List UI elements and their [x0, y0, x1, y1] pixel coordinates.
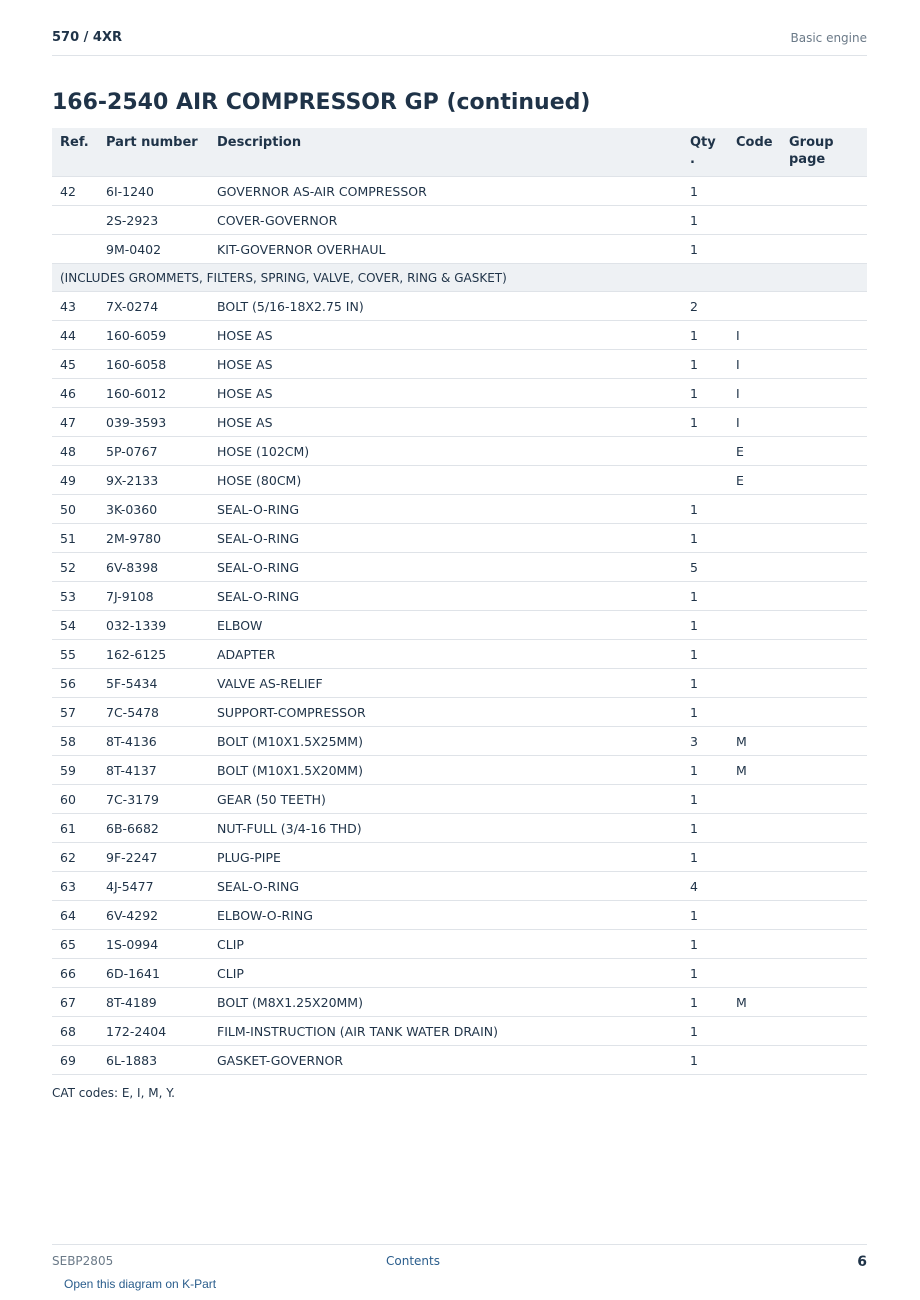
- group-page-cell: [781, 524, 867, 553]
- code-cell: [728, 814, 781, 843]
- page-title: [52, 90, 590, 115]
- code-cell: I: [728, 350, 781, 379]
- group-page-cell: [781, 698, 867, 727]
- qty-cell: 1: [682, 321, 728, 350]
- code-cell: [728, 669, 781, 698]
- part-number-cell: 6V-8398: [98, 553, 209, 582]
- code-cell: M: [728, 988, 781, 1017]
- table-row: [52, 843, 867, 872]
- part-number-cell: 3K-0360: [98, 495, 209, 524]
- table-row: [52, 669, 867, 698]
- description-cell: VALVE AS-RELIEF: [209, 669, 682, 698]
- table-row: [52, 321, 867, 350]
- qty-cell: 1: [682, 698, 728, 727]
- code-cell: E: [728, 466, 781, 495]
- description-cell: NUT-FULL (3/4-16 THD): [209, 814, 682, 843]
- qty-cell: 1: [682, 350, 728, 379]
- parts-table-body: [52, 177, 867, 1075]
- table-row: [52, 235, 867, 264]
- ref-cell: 45: [52, 350, 98, 379]
- description-cell: BOLT (M10X1.5X25MM): [209, 727, 682, 756]
- description-cell: HOSE AS: [209, 350, 682, 379]
- part-number-cell: 160-6059: [98, 321, 209, 350]
- ref-cell: 59: [52, 756, 98, 785]
- group-page-cell: [781, 872, 867, 901]
- code-cell: E: [728, 437, 781, 466]
- group-page-cell: [781, 350, 867, 379]
- code-cell: I: [728, 379, 781, 408]
- ref-cell: 64: [52, 901, 98, 930]
- part-number-cell: 8T-4189: [98, 988, 209, 1017]
- ref-cell: 47: [52, 408, 98, 437]
- contents-link[interactable]: Contents: [386, 1254, 440, 1268]
- part-number-cell: 8T-4137: [98, 756, 209, 785]
- description-cell: ELBOW: [209, 611, 682, 640]
- part-number-cell: 9X-2133: [98, 466, 209, 495]
- ref-cell: 51: [52, 524, 98, 553]
- col-header-ref: Ref.: [52, 128, 98, 177]
- ref-cell: 55: [52, 640, 98, 669]
- group-page-cell: [781, 292, 867, 321]
- qty-cell: 3: [682, 727, 728, 756]
- code-cell: I: [728, 408, 781, 437]
- description-cell: SUPPORT-COMPRESSOR: [209, 698, 682, 727]
- table-row: [52, 408, 867, 437]
- description-cell: FILM-INSTRUCTION (AIR TANK WATER DRAIN): [209, 1017, 682, 1046]
- group-page-cell: [781, 177, 867, 206]
- table-row: [52, 379, 867, 408]
- col-header-code: Code: [728, 128, 781, 177]
- col-header-group-page-label: Group page: [789, 135, 834, 167]
- description-cell: COVER-GOVERNOR: [209, 206, 682, 235]
- ref-cell: 44: [52, 321, 98, 350]
- part-number-cell: 7J-9108: [98, 582, 209, 611]
- part-number-cell: 160-6012: [98, 379, 209, 408]
- table-row: [52, 582, 867, 611]
- table-row: [52, 872, 867, 901]
- group-page-cell: [781, 582, 867, 611]
- qty-cell: 4: [682, 872, 728, 901]
- qty-cell: 1: [682, 785, 728, 814]
- part-number-cell: 162-6125: [98, 640, 209, 669]
- page-footer: [52, 1244, 867, 1272]
- part-number-cell: 172-2404: [98, 1017, 209, 1046]
- table-row: [52, 640, 867, 669]
- description-cell: HOSE AS: [209, 321, 682, 350]
- ref-cell: 43: [52, 292, 98, 321]
- ref-cell: [52, 206, 98, 235]
- group-page-cell: [781, 843, 867, 872]
- code-cell: [728, 872, 781, 901]
- description-cell: KIT-GOVERNOR OVERHAUL: [209, 235, 682, 264]
- group-page-cell: [781, 379, 867, 408]
- qty-cell: 1: [682, 408, 728, 437]
- part-number-cell: 6D-1641: [98, 959, 209, 988]
- code-cell: [728, 177, 781, 206]
- group-page-cell: [781, 901, 867, 930]
- ref-cell: 67: [52, 988, 98, 1017]
- code-cell: I: [728, 321, 781, 350]
- ref-cell: 54: [52, 611, 98, 640]
- code-cell: [728, 1017, 781, 1046]
- code-cell: [728, 495, 781, 524]
- group-page-cell: [781, 930, 867, 959]
- col-header-part-number: Part number: [98, 128, 209, 177]
- page-number: 6: [857, 1254, 867, 1270]
- table-row: [52, 785, 867, 814]
- qty-cell: 1: [682, 206, 728, 235]
- qty-cell: 1: [682, 988, 728, 1017]
- group-page-cell: [781, 1046, 867, 1075]
- qty-cell: 1: [682, 930, 728, 959]
- description-cell: SEAL-O-RING: [209, 553, 682, 582]
- table-row: [52, 698, 867, 727]
- qty-cell: 1: [682, 524, 728, 553]
- group-page-cell: [781, 669, 867, 698]
- col-header-qty-label: Qty .: [690, 135, 716, 167]
- table-row: [52, 177, 867, 206]
- qty-cell: 1: [682, 669, 728, 698]
- cat-codes-note: CAT codes: E, I, M, Y.: [52, 1086, 175, 1100]
- col-header-description: Description: [209, 128, 682, 177]
- part-number-cell: 8T-4136: [98, 727, 209, 756]
- qty-cell: 5: [682, 553, 728, 582]
- note-cell: (INCLUDES GROMMETS, FILTERS, SPRING, VALVE, COVER, RING & GASKET): [52, 264, 867, 292]
- ref-cell: 48: [52, 437, 98, 466]
- parts-table: [52, 128, 867, 1075]
- open-kpart-link[interactable]: Open this diagram on K-Part: [64, 1277, 217, 1291]
- description-cell: HOSE (80CM): [209, 466, 682, 495]
- qty-cell: 1: [682, 1046, 728, 1075]
- group-page-cell: [781, 553, 867, 582]
- description-cell: GOVERNOR AS-AIR COMPRESSOR: [209, 177, 682, 206]
- qty-cell: 1: [682, 814, 728, 843]
- table-row: [52, 466, 867, 495]
- code-cell: [728, 930, 781, 959]
- part-number-cell: 032-1339: [98, 611, 209, 640]
- qty-cell: 1: [682, 582, 728, 611]
- part-number-cell: 6I-1240: [98, 177, 209, 206]
- part-number-cell: 4J-5477: [98, 872, 209, 901]
- part-number-cell: 7C-3179: [98, 785, 209, 814]
- description-cell: SEAL-O-RING: [209, 524, 682, 553]
- table-row: [52, 727, 867, 756]
- qty-cell: [682, 437, 728, 466]
- table-row: [52, 437, 867, 466]
- group-page-cell: [781, 959, 867, 988]
- model-label: 570 / 4XR: [52, 30, 123, 45]
- qty-cell: 1: [682, 1017, 728, 1046]
- table-row: [52, 292, 867, 321]
- qty-cell: 1: [682, 901, 728, 930]
- ref-cell: 60: [52, 785, 98, 814]
- group-page-cell: [781, 1017, 867, 1046]
- qty-cell: 1: [682, 379, 728, 408]
- group-page-cell: [781, 988, 867, 1017]
- ref-cell: 52: [52, 553, 98, 582]
- qty-cell: 1: [682, 959, 728, 988]
- part-number-cell: 6B-6682: [98, 814, 209, 843]
- table-row: [52, 756, 867, 785]
- code-cell: [728, 206, 781, 235]
- part-number-cell: 160-6058: [98, 350, 209, 379]
- qty-cell: 1: [682, 495, 728, 524]
- group-page-cell: [781, 408, 867, 437]
- code-cell: [728, 959, 781, 988]
- description-cell: ADAPTER: [209, 640, 682, 669]
- page-header: [52, 28, 867, 56]
- code-cell: [728, 1046, 781, 1075]
- code-cell: [728, 611, 781, 640]
- code-cell: M: [728, 756, 781, 785]
- qty-cell: 2: [682, 292, 728, 321]
- part-number-cell: 9M-0402: [98, 235, 209, 264]
- table-row: [52, 553, 867, 582]
- document-id: SEBP2805: [52, 1254, 114, 1268]
- page-title-suffix: (continued): [438, 90, 591, 115]
- table-row: [52, 1046, 867, 1075]
- group-page-cell: [781, 814, 867, 843]
- ref-cell: 69: [52, 1046, 98, 1075]
- ref-cell: 42: [52, 177, 98, 206]
- group-page-cell: [781, 640, 867, 669]
- description-cell: GEAR (50 TEETH): [209, 785, 682, 814]
- table-row: [52, 1017, 867, 1046]
- description-cell: ELBOW-O-RING: [209, 901, 682, 930]
- part-number-cell: 1S-0994: [98, 930, 209, 959]
- description-cell: HOSE AS: [209, 379, 682, 408]
- group-page-cell: [781, 611, 867, 640]
- part-number-cell: 7C-5478: [98, 698, 209, 727]
- ref-cell: 61: [52, 814, 98, 843]
- ref-cell: 65: [52, 930, 98, 959]
- ref-cell: 58: [52, 727, 98, 756]
- group-page-cell: [781, 235, 867, 264]
- ref-cell: 56: [52, 669, 98, 698]
- ref-cell: 53: [52, 582, 98, 611]
- part-number-cell: 6V-4292: [98, 901, 209, 930]
- group-page-cell: [781, 756, 867, 785]
- ref-cell: 46: [52, 379, 98, 408]
- description-cell: GASKET-GOVERNOR: [209, 1046, 682, 1075]
- qty-cell: 1: [682, 235, 728, 264]
- qty-cell: 1: [682, 843, 728, 872]
- group-page-cell: [781, 727, 867, 756]
- ref-cell: 63: [52, 872, 98, 901]
- description-cell: CLIP: [209, 959, 682, 988]
- part-number-cell: 5F-5434: [98, 669, 209, 698]
- description-cell: SEAL-O-RING: [209, 582, 682, 611]
- group-page-cell: [781, 321, 867, 350]
- qty-cell: [682, 466, 728, 495]
- table-row: [52, 901, 867, 930]
- description-cell: BOLT (5/16-18X2.75 IN): [209, 292, 682, 321]
- col-header-qty: [682, 128, 728, 177]
- code-cell: [728, 553, 781, 582]
- description-cell: BOLT (M10X1.5X20MM): [209, 756, 682, 785]
- group-page-cell: [781, 785, 867, 814]
- part-number-cell: 2S-2923: [98, 206, 209, 235]
- table-row: [52, 495, 867, 524]
- description-cell: PLUG-PIPE: [209, 843, 682, 872]
- table-row: [52, 206, 867, 235]
- code-cell: [728, 292, 781, 321]
- table-row: [52, 350, 867, 379]
- code-cell: [728, 698, 781, 727]
- table-row: [52, 814, 867, 843]
- part-number-cell: 6L-1883: [98, 1046, 209, 1075]
- table-note-row: [52, 264, 867, 292]
- table-row: [52, 959, 867, 988]
- ref-cell: 57: [52, 698, 98, 727]
- description-cell: HOSE (102CM): [209, 437, 682, 466]
- section-label: Basic engine: [790, 31, 867, 45]
- ref-cell: 68: [52, 1017, 98, 1046]
- ref-cell: 49: [52, 466, 98, 495]
- table-row: [52, 988, 867, 1017]
- code-cell: [728, 524, 781, 553]
- part-number-cell: 2M-9780: [98, 524, 209, 553]
- ref-cell: [52, 235, 98, 264]
- part-number-cell: 9F-2247: [98, 843, 209, 872]
- parts-table-header: [52, 128, 867, 177]
- group-page-cell: [781, 466, 867, 495]
- part-number-cell: 7X-0274: [98, 292, 209, 321]
- description-cell: SEAL-O-RING: [209, 495, 682, 524]
- description-cell: SEAL-O-RING: [209, 872, 682, 901]
- col-header-group-page: [781, 128, 867, 177]
- code-cell: [728, 843, 781, 872]
- code-cell: M: [728, 727, 781, 756]
- qty-cell: 1: [682, 611, 728, 640]
- qty-cell: 1: [682, 756, 728, 785]
- group-page-cell: [781, 495, 867, 524]
- code-cell: [728, 640, 781, 669]
- description-cell: CLIP: [209, 930, 682, 959]
- description-cell: BOLT (M8X1.25X20MM): [209, 988, 682, 1017]
- ref-cell: 66: [52, 959, 98, 988]
- description-cell: HOSE AS: [209, 408, 682, 437]
- qty-cell: 1: [682, 640, 728, 669]
- table-row: [52, 930, 867, 959]
- part-number-cell: 5P-0767: [98, 437, 209, 466]
- ref-cell: 50: [52, 495, 98, 524]
- table-row: [52, 611, 867, 640]
- code-cell: [728, 235, 781, 264]
- page-title-strong: 166-2540 AIR COMPRESSOR GP: [52, 90, 439, 115]
- qty-cell: 1: [682, 177, 728, 206]
- code-cell: [728, 582, 781, 611]
- ref-cell: 62: [52, 843, 98, 872]
- group-page-cell: [781, 206, 867, 235]
- group-page-cell: [781, 437, 867, 466]
- part-number-cell: 039-3593: [98, 408, 209, 437]
- code-cell: [728, 901, 781, 930]
- code-cell: [728, 785, 781, 814]
- table-row: [52, 524, 867, 553]
